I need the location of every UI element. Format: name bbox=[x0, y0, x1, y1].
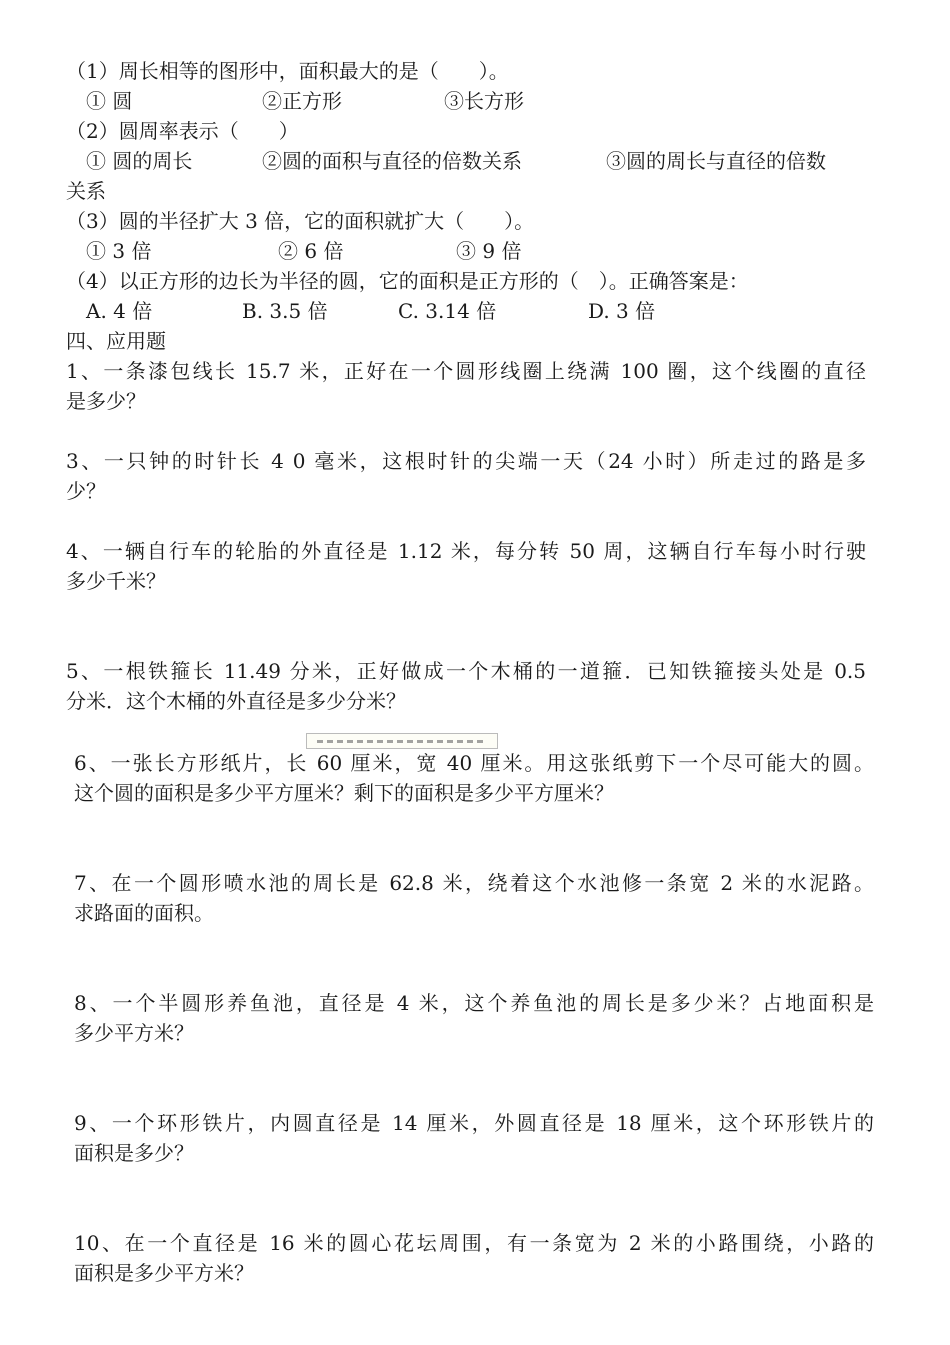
problem-9-line-1: 9、一个环形铁片，内圆直径是 14 厘米，外圆直径是 18 厘米，这个环形铁片的 bbox=[74, 1111, 874, 1135]
q3-option-1: ① 3 倍 bbox=[86, 239, 152, 263]
problem-3-line-1: 3、一只钟的时针长 4 0 毫米，这根时针的尖端一天（24 小时）所走过的路是多 bbox=[66, 449, 866, 473]
q2-option-3: ③圆的周长与直径的倍数 bbox=[606, 149, 826, 173]
question-3-stem: （3）圆的半径扩大 3 倍，它的面积就扩大（ ）。 bbox=[66, 209, 535, 233]
problem-5-line-2: 分米．这个木桶的外直径是多少分米？ bbox=[66, 689, 406, 713]
q4-option-b: B. 3.5 倍 bbox=[242, 299, 328, 323]
problem-5-line-1: 5、一根铁箍长 11.49 分米，正好做成一个木桶的一道箍．已知铁箍接头处是 0.5 bbox=[66, 659, 866, 683]
q2-option-2: ②圆的面积与直径的倍数关系 bbox=[262, 149, 522, 173]
q4-option-c: C. 3.14 倍 bbox=[398, 299, 497, 323]
problem-8-line-1: 8、一个半圆形养鱼池，直径是 4 米，这个养鱼池的周长是多少米？占地面积是 bbox=[74, 991, 874, 1015]
problem-7-line-2: 求路面的面积。 bbox=[74, 901, 214, 925]
problem-7-line-1: 7、在一个圆形喷水池的周长是 62.8 米，绕着这个水池修一条宽 2 米的水泥路。 bbox=[74, 871, 874, 895]
problem-1-line-1: 1、一条漆包线长 15.7 米，正好在一个圆形线圈上绕满 100 圈，这个线圈的直径 bbox=[66, 359, 866, 383]
scan-artifact-box bbox=[306, 733, 498, 749]
question-2-stem: （2）圆周率表示（ ） bbox=[66, 119, 299, 143]
q3-option-3: ③ 9 倍 bbox=[456, 239, 522, 263]
problem-6-line-1: 6、一张长方形纸片，长 60 厘米，宽 40 厘米。用这张纸剪下一个尽可能大的圆。 bbox=[74, 751, 874, 775]
section-4-heading: 四、应用题 bbox=[66, 329, 166, 353]
q1-option-2: ②正方形 bbox=[262, 89, 342, 113]
q4-option-a: A. 4 倍 bbox=[86, 299, 153, 323]
problem-4-line-2: 多少千米？ bbox=[66, 569, 166, 593]
q3-option-2: ② 6 倍 bbox=[278, 239, 344, 263]
problem-10-line-2: 面积是多少平方米？ bbox=[74, 1261, 254, 1285]
problem-1-line-2: 是多少？ bbox=[66, 389, 146, 413]
q4-option-d: D. 3 倍 bbox=[588, 299, 656, 323]
problem-8-line-2: 多少平方米？ bbox=[74, 1021, 194, 1045]
q1-option-3: ③长方形 bbox=[444, 89, 524, 113]
q2-option-1: ① 圆的周长 bbox=[86, 149, 193, 173]
q1-option-1: ① 圆 bbox=[86, 89, 133, 113]
problem-3-line-2: 少？ bbox=[66, 479, 106, 503]
question-4-stem: （4）以正方形的边长为半径的圆，它的面积是正方形的（ ）。正确答案是： bbox=[66, 269, 749, 293]
problem-10-line-1: 10、在一个直径是 16 米的圆心花坛周围，有一条宽为 2 米的小路围绕，小路的 bbox=[74, 1231, 874, 1255]
problem-4-line-1: 4、一辆自行车的轮胎的外直径是 1.12 米，每分转 50 周，这辆自行车每小时行驶 bbox=[66, 539, 866, 563]
q2-option-3-continuation: 关系 bbox=[66, 179, 106, 203]
problem-6-line-2: 这个圆的面积是多少平方厘米？剩下的面积是多少平方厘米？ bbox=[74, 781, 614, 805]
question-1-stem: （1）周长相等的图形中，面积最大的是（ ）。 bbox=[66, 59, 509, 83]
problem-9-line-2: 面积是多少？ bbox=[74, 1141, 194, 1165]
